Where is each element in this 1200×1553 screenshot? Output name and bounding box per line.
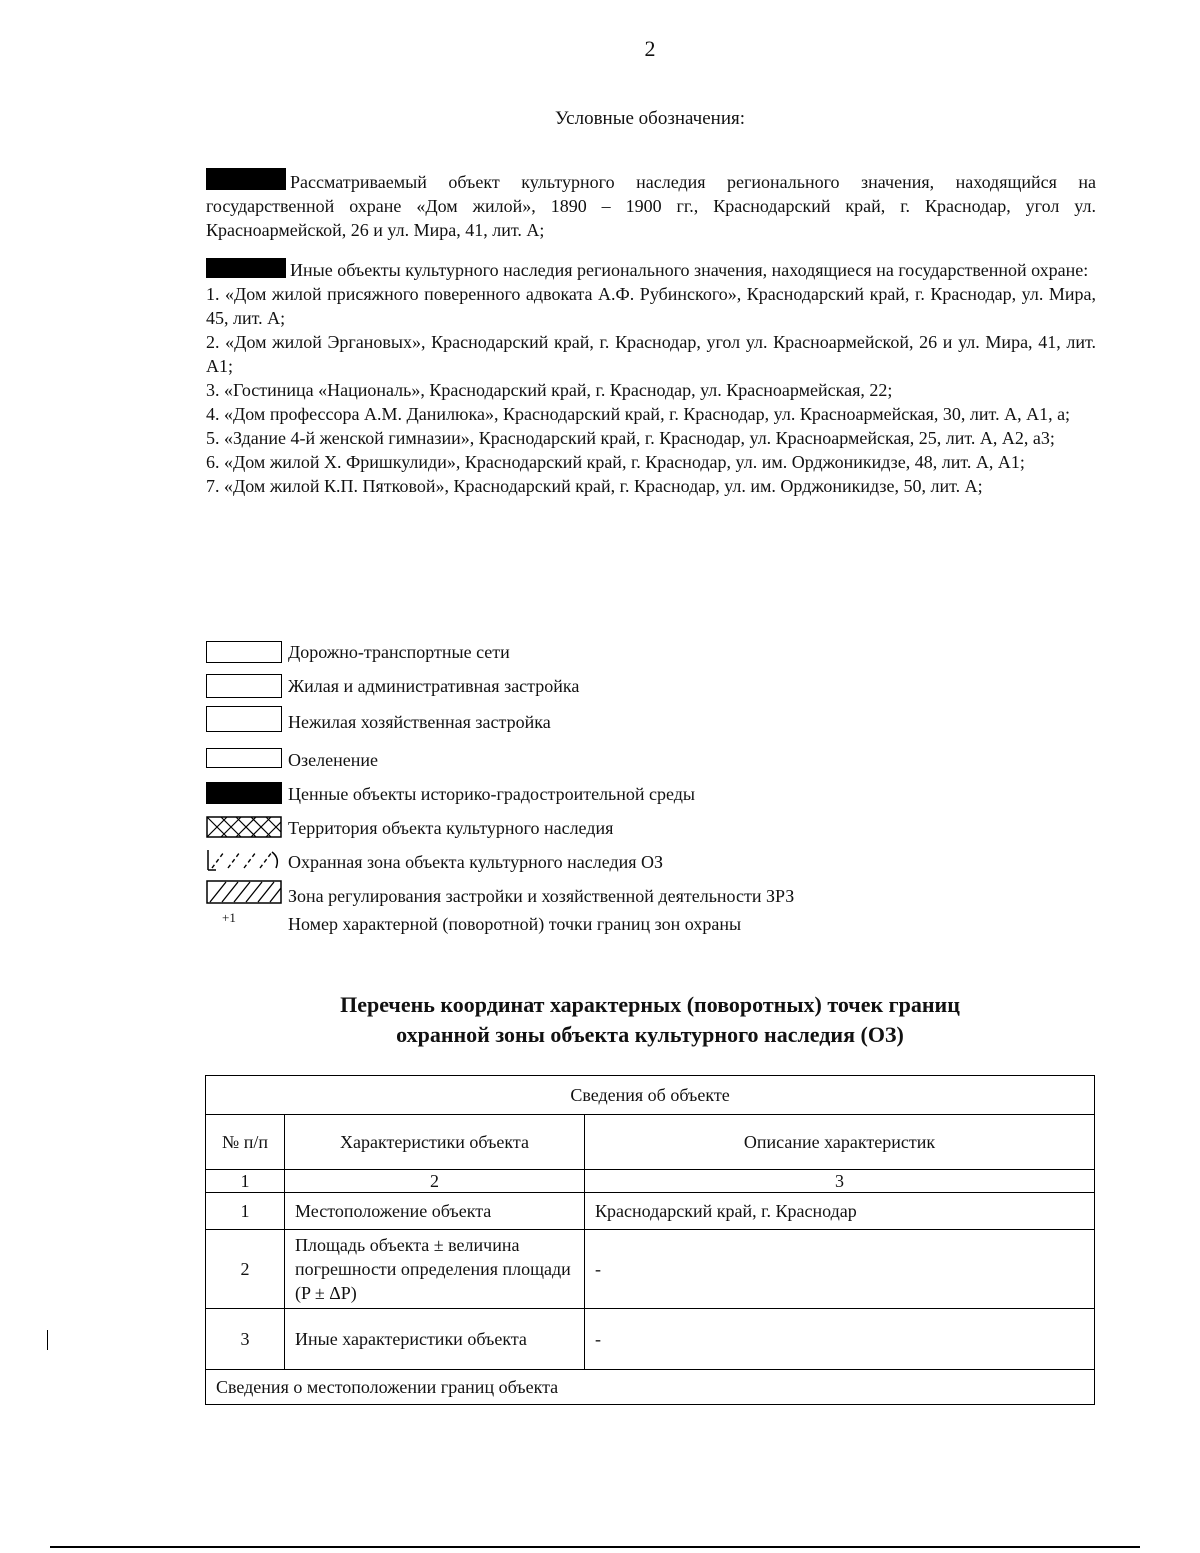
page-number: 2 [644, 36, 656, 61]
greenery-symbol [206, 748, 282, 768]
diagonal-hatch-symbol [206, 880, 282, 904]
nonresidential-symbol [206, 706, 282, 732]
column-number: 1 [206, 1170, 285, 1193]
section-title-line-1: Перечень координат характерных (поворотных) точек границ [340, 992, 960, 1017]
row-description: - [585, 1230, 1095, 1309]
legend-other-objects [206, 258, 1096, 498]
other-object-item: 4. «Дом профессора А.М. Данилюка», Краснодарский край, г. Краснодар, ул. Красноармейская, 30, лит. А, А1, а; [206, 404, 1071, 424]
header-description: Описание характеристик [585, 1115, 1095, 1170]
table-footer-row [206, 1370, 1095, 1405]
column-number: 2 [285, 1170, 585, 1193]
main-object-symbol [206, 168, 286, 190]
point-number-label: Номер характерной (поворотной) точки границ зон охраны [288, 914, 742, 934]
main-object-text: Рассматриваемый объект культурного наследия регионального значения, находящийся на государственной охране «Дом жилой», 1890 – 1900 гг., Краснодарский край, г. Краснодар, угол ул. Красноармейской, 26 и ул. Мира, 41, лит. А; [206, 172, 1096, 240]
margin-mark [47, 1330, 48, 1350]
other-object-item: 6. «Дом жилой Х. Фришкулиди», Краснодарский край, г. Краснодар, ул. им. Орджоникидзе, 48, лит. А, А1; [206, 452, 1025, 472]
road-network-symbol [206, 641, 282, 663]
point-marker-symbol: +1 [222, 910, 236, 925]
other-object-item: 5. «Здание 4-й женской гимназии», Краснодарский край, г. Краснодар, ул. Красноармейская, 25, лит. А, А2, а3; [206, 428, 1055, 448]
valuable-objects-label: Ценные объекты историко-градостроительной среды [288, 784, 696, 804]
heritage-territory-label: Территория объекта культурного наследия [288, 818, 614, 838]
table-caption: Сведения об объекте [206, 1076, 1095, 1115]
table-column-numbers-row [206, 1170, 1095, 1193]
row-number: 1 [206, 1193, 285, 1230]
object-info-table [205, 1075, 1095, 1405]
table-row [206, 1193, 1095, 1230]
legend-title: Условные обозначения: [554, 108, 746, 129]
other-object-item: 3. «Гостиница «Националь», Краснодарский край, г. Краснодар, ул. Красноармейская, 22; [206, 380, 893, 400]
crosshatch-symbol [206, 816, 282, 838]
header-characteristic: Характеристики объекта [285, 1115, 585, 1170]
residential-label: Жилая и административная застройка [288, 676, 580, 696]
section-title-line-2: охранной зоны объекта культурного наследия (ОЗ) [396, 1022, 904, 1047]
other-object-item: 7. «Дом жилой К.П. Пятковой», Краснодарский край, г. Краснодар, ул. им. Орджоникидзе, 50, лит. А; [206, 476, 983, 496]
dashed-hatch-symbol [206, 848, 282, 872]
footer-rule [50, 1546, 1140, 1548]
road-network-label: Дорожно-транспортные сети [288, 642, 510, 662]
row-characteristic: Местоположение объекта [285, 1193, 585, 1230]
other-object-item: 2. «Дом жилой Эргановых», Краснодарский край, г. Краснодар, угол ул. Красноармейской, 26 и ул. Мира, 41, лит. А1; [206, 332, 1096, 376]
other-objects-symbol [206, 258, 286, 278]
row-description: Краснодарский край, г. Краснодар [585, 1193, 1095, 1230]
greenery-label: Озеленение [288, 750, 378, 770]
regulation-zone-label: Зона регулирования застройки и хозяйственной деятельности ЗРЗ [288, 886, 795, 906]
other-objects-intro: Иные объекты культурного наследия регионального значения, находящиеся на государственной охране: [290, 260, 1089, 280]
legend-main-object [206, 168, 1096, 242]
header-number: № п/п [206, 1115, 285, 1170]
column-number: 3 [585, 1170, 1095, 1193]
table-row [206, 1230, 1095, 1309]
row-number: 3 [206, 1309, 285, 1370]
table-footer: Сведения о местоположении границ объекта [206, 1370, 1095, 1405]
nonresidential-label: Нежилая хозяйственная застройка [288, 712, 551, 732]
row-characteristic: Площадь объекта ± величина погрешности определения площади (P ± ΔP) [285, 1230, 585, 1309]
table-caption-row [206, 1076, 1095, 1115]
row-number: 2 [206, 1230, 285, 1309]
valuable-objects-symbol [206, 782, 282, 804]
residential-symbol [206, 674, 282, 698]
coordinates-section-title [0, 990, 1200, 1050]
row-characteristic: Иные характеристики объекта [285, 1309, 585, 1370]
table-row [206, 1309, 1095, 1370]
table-header-row [206, 1115, 1095, 1170]
other-object-item: 1. «Дом жилой присяжного поверенного адвоката А.Ф. Рубинского», Краснодарский край, г. Краснодар, ул. Мира, 45, лит. А; [206, 284, 1096, 328]
row-description: - [585, 1309, 1095, 1370]
protection-zone-label: Охранная зона объекта культурного наследия ОЗ [288, 852, 664, 872]
